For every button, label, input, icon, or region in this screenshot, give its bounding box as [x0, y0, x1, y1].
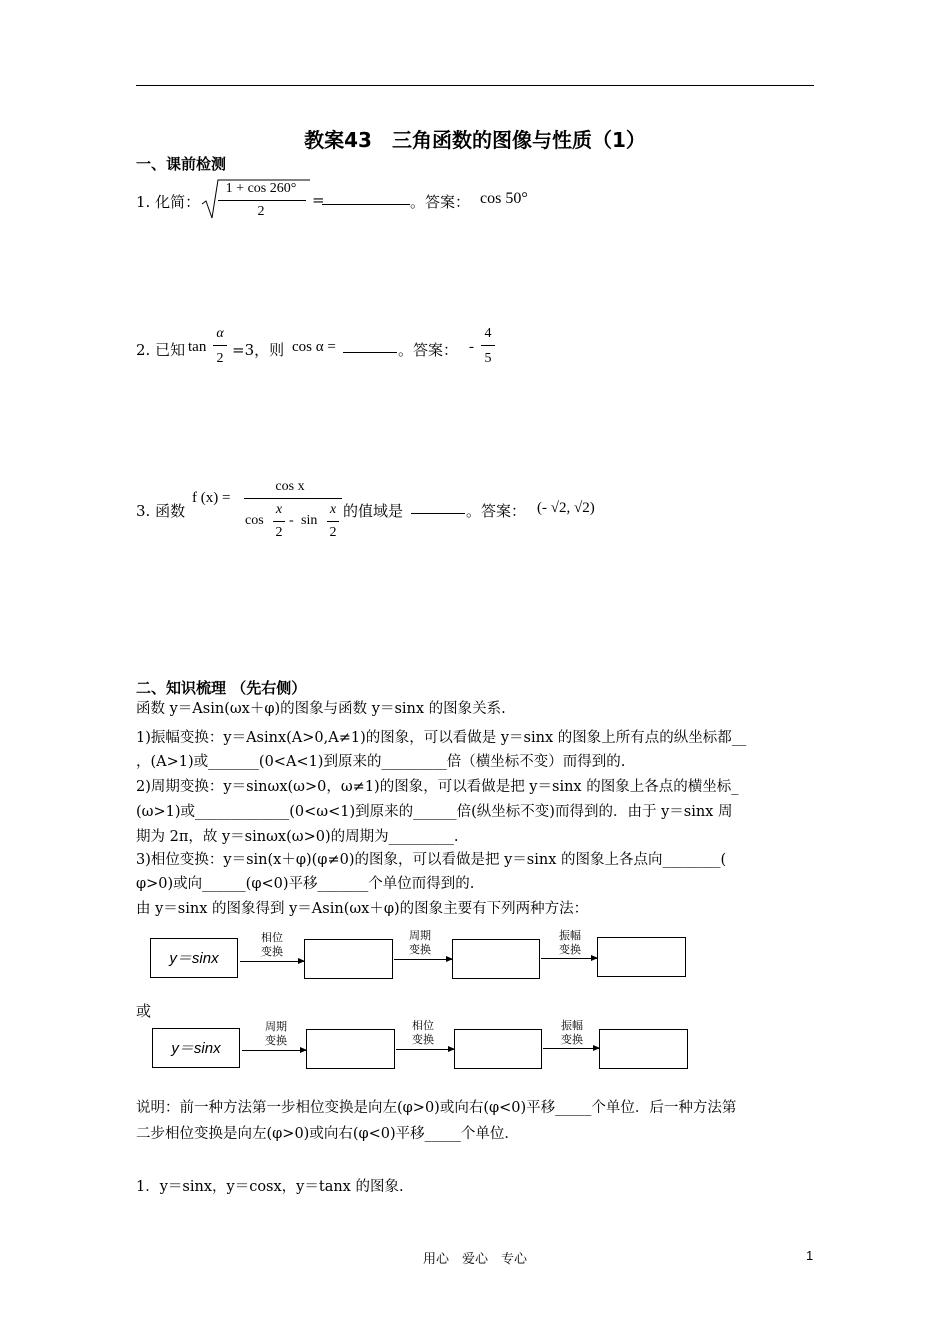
or-label: 或: [136, 1002, 152, 1020]
q3-den-x1: x: [275, 502, 283, 517]
flow1-arrow2: [394, 959, 452, 960]
q2-denominator: 2: [216, 351, 224, 366]
q1-answer-label: 。答案：: [410, 193, 471, 211]
q2-answer-label: 。答案：: [398, 341, 459, 359]
q1-answer-blank: [322, 190, 410, 205]
q3-fraction-bar: [244, 498, 342, 499]
q3-den-cos: cos: [245, 513, 264, 528]
footer: 用心 爱心 专心: [422, 1252, 527, 1267]
flow2-arrow2: [396, 1049, 454, 1050]
q1-answer: cos 50°: [480, 190, 528, 207]
q3-den-two1: 2: [275, 525, 283, 540]
flow1-start-label: y＝sinx: [169, 950, 219, 967]
flow1-step1-label: [250, 931, 294, 959]
q2-numerator: α: [216, 326, 224, 341]
text-line: 期为 2π，故 y＝sinωx(ω>0)的周期为_________.: [136, 829, 459, 845]
q3-answer: (- √2, √2): [537, 500, 595, 516]
flow1-box1: [304, 939, 393, 979]
text-line: φ>0)或向______(φ<0)平移_______个单位而得到的.: [136, 876, 475, 892]
text-line: 2)周期变换：y＝sinωx(ω>0，ω≠1)的图象，可以看做是把 y＝sinx 的图象上各点的横坐标_: [136, 779, 739, 795]
q2-cos: cos α =: [292, 339, 336, 355]
flow2-step2-line1: 相位: [412, 1019, 434, 1032]
q3-den-bar2: [327, 521, 339, 522]
flow2-start-box: [152, 1028, 240, 1068]
flow1-step3-label: [548, 929, 592, 957]
flow2-box3: [599, 1029, 688, 1069]
text-line: ，(A>1)或_______(0<A<1)到原来的_________倍（横坐标不变）而得到的.: [136, 754, 626, 770]
flow1-step2-line2: 变换: [409, 943, 431, 956]
flow2-arrow3: [543, 1048, 599, 1049]
flow2-box2: [454, 1029, 542, 1069]
flow2-step3-line2: 变换: [561, 1033, 583, 1046]
q2-answer-denominator: 5: [484, 351, 492, 366]
text-line: (ω>1)或_____________(0<ω<1)到原来的______倍(纵坐标不变)而得到的．由于 y＝sinx 周: [136, 804, 733, 820]
q3-den-bar1: [273, 521, 285, 522]
q3-answer-blank: [411, 499, 465, 514]
section-heading-2: 二、知识梳理 （先右侧）: [136, 679, 307, 697]
text-line: 3)相位变换：y＝sin(x＋φ)(φ≠0)的图象，可以看做是把 y＝sinx 的图象上各点向________(: [136, 852, 727, 868]
page-title: 教案43 三角函数的图像与性质（1）: [304, 128, 646, 152]
flow1-step3-line2: 变换: [559, 943, 581, 956]
q1-fraction-bar: [218, 200, 306, 201]
flow1-step2-label: [398, 929, 442, 957]
flow2-step3-label: [550, 1019, 594, 1047]
flow1-step3-line1: 振幅: [559, 929, 581, 942]
flow1-box3: [597, 937, 686, 977]
q3-answer-label: 。答案：: [466, 502, 527, 520]
q2-answer-blank: [343, 338, 397, 353]
flow2-start-label: y＝sinx: [171, 1040, 221, 1057]
flow2-step1-line1: 周期: [265, 1020, 287, 1033]
note-line-1: 说明：前一种方法第一步相位变换是向左(φ>0)或向右(φ<0)平移_____个单位．后一种方法第: [136, 1100, 737, 1116]
flow2-step2-label: [401, 1019, 445, 1047]
q3-den-x2: x: [329, 502, 337, 517]
flow2-step1-label: [254, 1020, 298, 1048]
flow1-box2: [452, 939, 540, 979]
q2-answer-numerator: 4: [484, 326, 492, 341]
flow2-box1: [306, 1029, 395, 1069]
flow2-step1-line2: 变换: [265, 1034, 287, 1047]
q2-prefix: 2. 已知: [136, 341, 186, 359]
q3-den-two2: 2: [329, 525, 337, 540]
flow1-step2-line1: 周期: [409, 929, 431, 942]
text-line: 函数 y＝Asin(ωx＋φ)的图象与函数 y＝sinx 的图象关系.: [136, 701, 506, 717]
note-line-2: 二步相位变换是向左(φ>0)或向右(φ<0)平移_____个单位．: [136, 1126, 519, 1142]
q3-prefix: 3. 函数: [136, 502, 186, 520]
q3-den-sin: sin: [301, 513, 318, 528]
q2-fraction-bar: [213, 345, 227, 346]
flow2-arrow1: [242, 1050, 306, 1051]
flow2-step2-line2: 变换: [412, 1033, 434, 1046]
q2-tan: tan: [188, 339, 207, 355]
text-line: 1)振幅变换：y＝Asinx(A>0,A≠1)的图象，可以看做是 y＝sinx 的图象上所有点的纵坐标都__: [136, 730, 747, 746]
flow1-arrow3: [541, 958, 597, 959]
q1-equals: =: [312, 191, 325, 209]
q3-numerator: cos x: [275, 479, 305, 494]
q3-fx: f (x) =: [192, 490, 231, 506]
text-line: 由 y＝sinx 的图象得到 y＝Asin(ωx＋φ)的图象主要有下列两种方法：: [136, 901, 589, 917]
page-number: 1: [806, 1248, 814, 1263]
q2-condition: =3，则: [232, 341, 285, 359]
q2-answer-bar: [481, 345, 495, 346]
q3-den-minus: -: [289, 513, 294, 528]
flow1-step1-line1: 相位: [261, 931, 283, 944]
section-heading-1: 一、课前检测: [136, 155, 227, 173]
q2-answer-sign: -: [469, 339, 474, 355]
q1-denominator: 2: [257, 204, 265, 219]
q1-numerator: 1 + cos 260°: [225, 181, 297, 196]
flow1-arrow1: [240, 961, 304, 962]
flow2-step3-line1: 振幅: [561, 1019, 583, 1032]
header-rule: [136, 85, 814, 86]
flow1-step1-line2: 变换: [261, 945, 283, 958]
item-1: 1．y＝sinx，y＝cosx，y＝tanx 的图象.: [136, 1179, 404, 1195]
q3-range-label: 的值域是: [343, 502, 404, 520]
flow1-start-box: [150, 938, 238, 978]
q1-prefix: 1. 化简：: [136, 193, 201, 211]
